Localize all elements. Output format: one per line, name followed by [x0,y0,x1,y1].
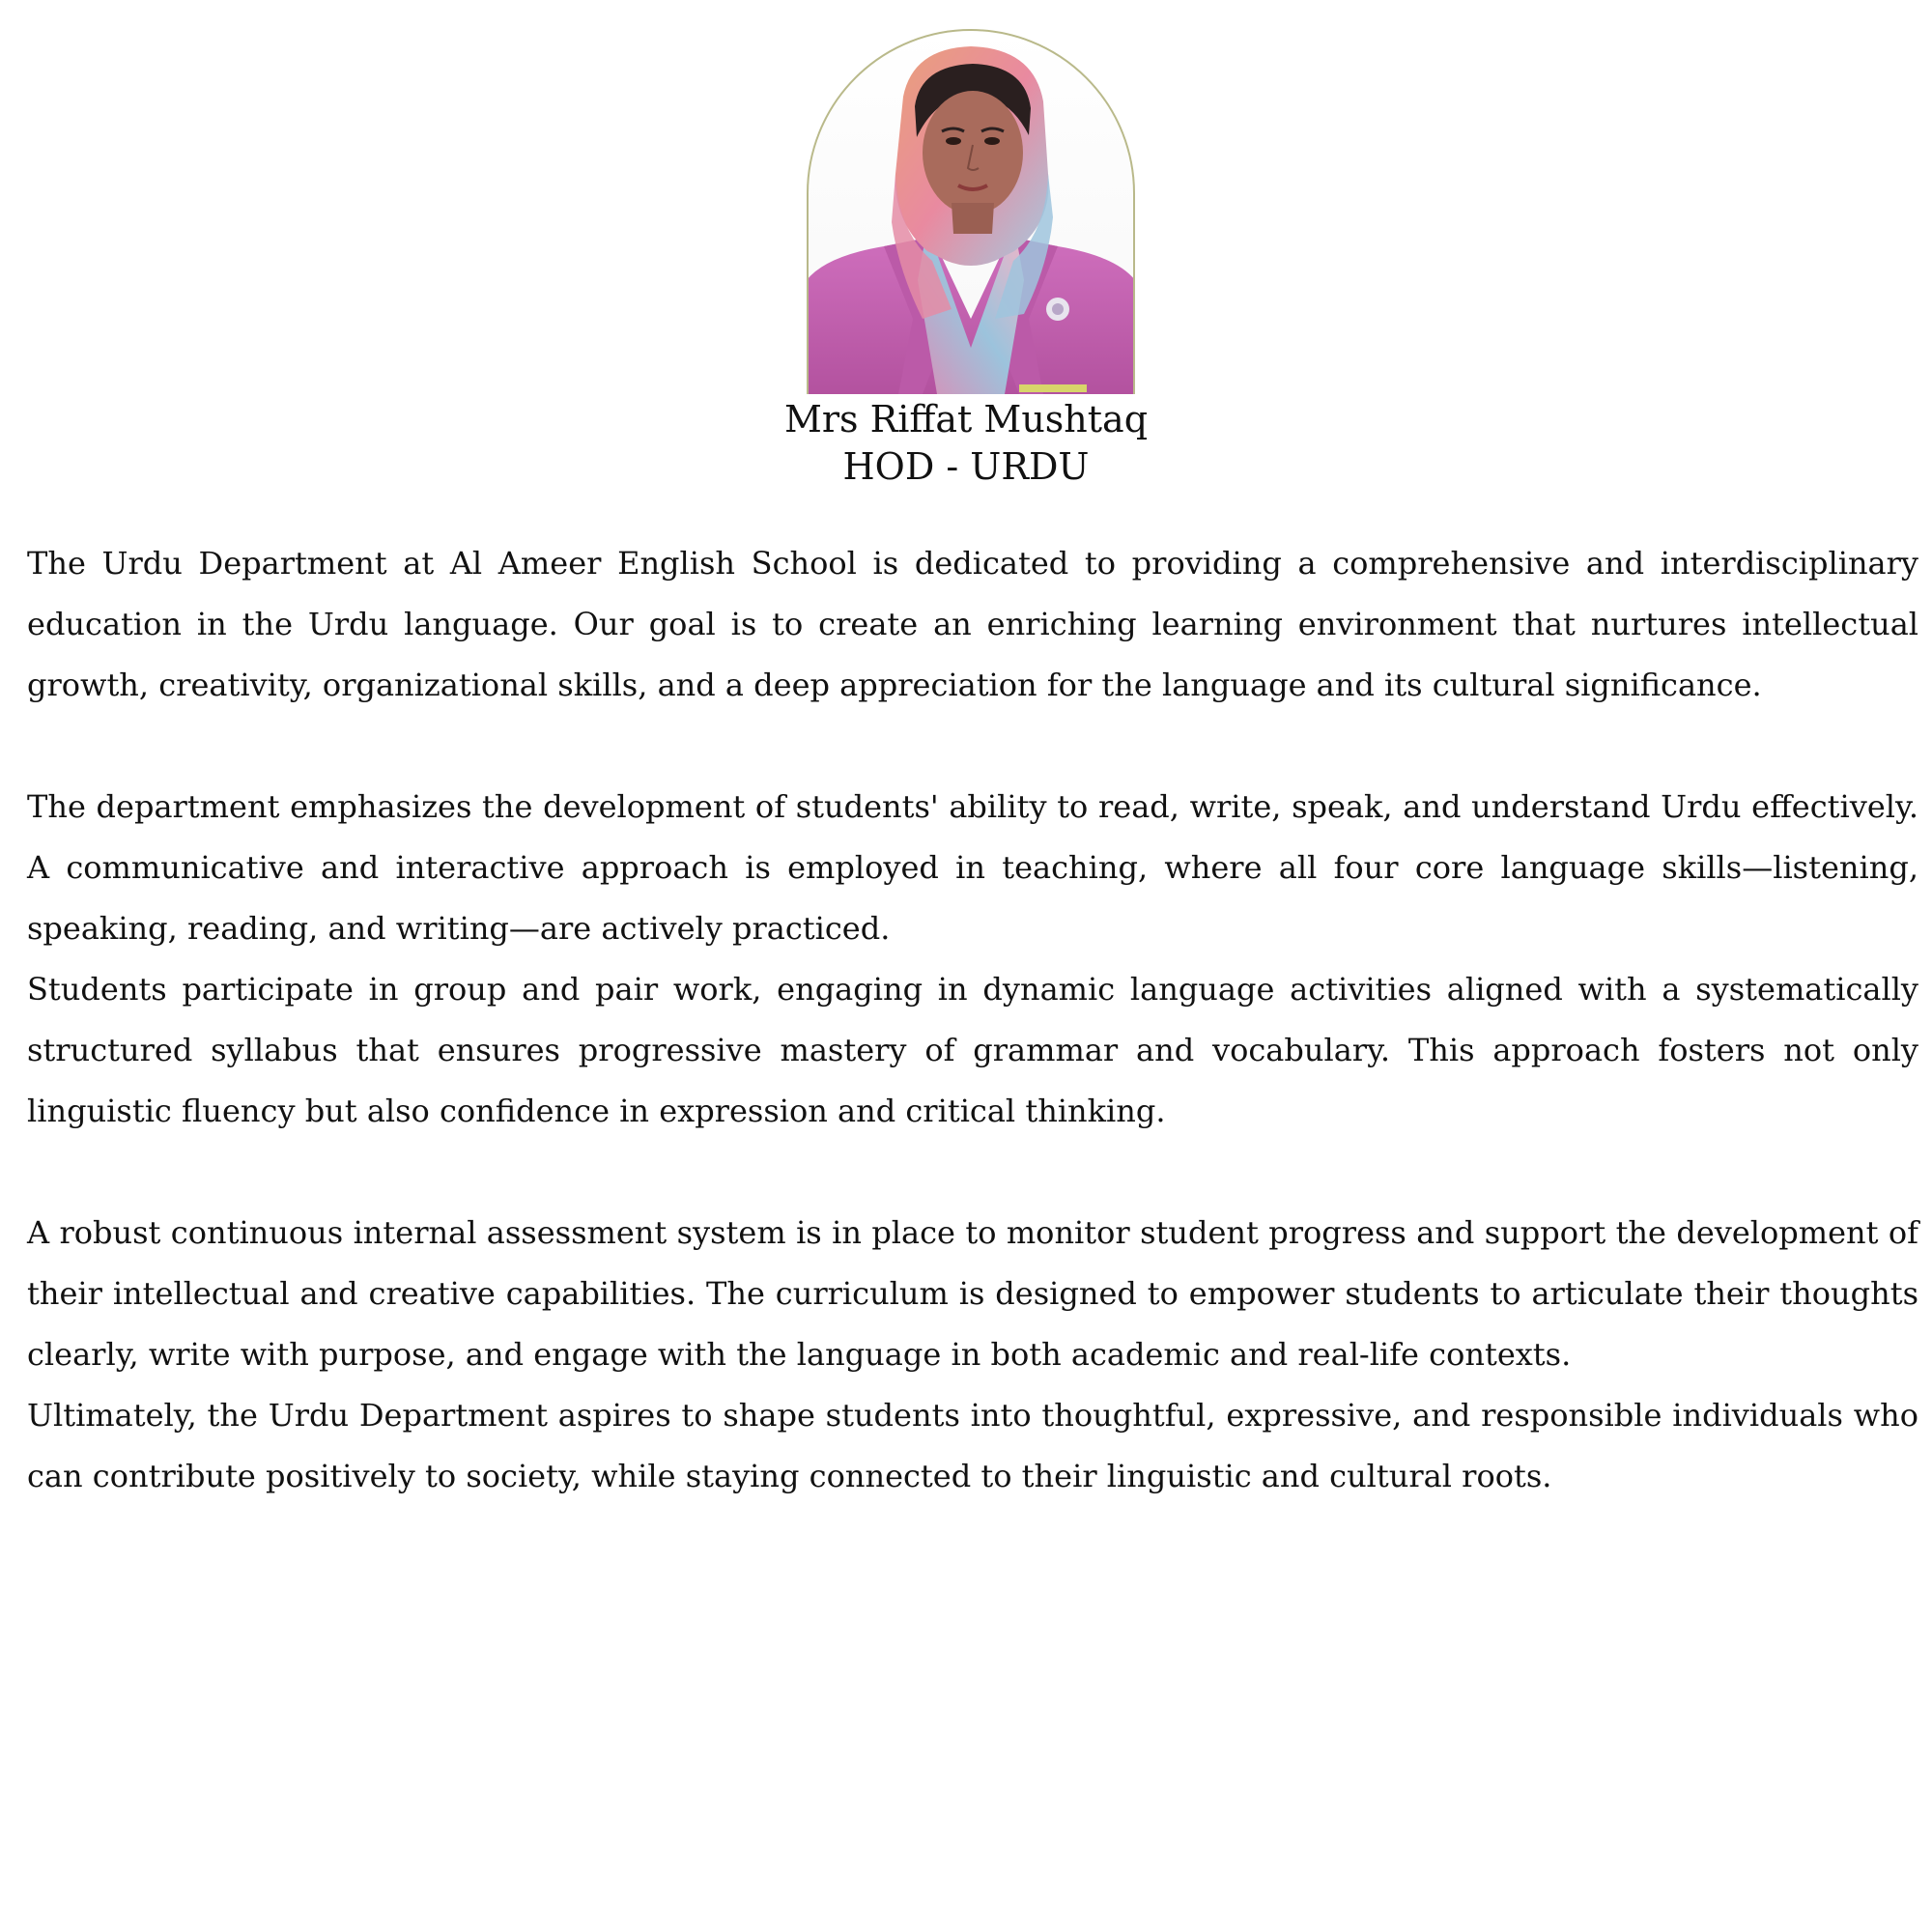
portrait-photo [807,29,1135,394]
staff-name: Mrs Riffat Mushtaq [783,398,1149,440]
paragraph-approach: The department emphasizes the development of students' ability to read, write, speak, and understand Urdu effectively. A communicative and interactive approach is employed in teaching, where all four core language skills—listening, speaking, reading, and writing—are actively practiced. [27,788,1918,947]
staff-role: HOD - URDU [842,445,1090,488]
paragraph-intro: The Urdu Department at Al Ameer English School is dedicated to providing a comprehensive and interdisciplinary education in the Urdu language. Our goal is to create an enriching learning environment that nurtures intellectual growth, creativity, organizational skills, and a deep appreciation for the language and its cultural significance. [27,545,1918,703]
portrait [807,29,1135,394]
paragraph-activities: Students participate in group and pair work, engaging in dynamic language activities aligned with a systematically structured syllabus that ensures progressive mastery of grammar and vocabulary. This approach fosters not only linguistic fluency but also confidence in expression and critical thinking. [27,971,1918,1129]
department-description [27,533,1918,1507]
paragraph-assessment: A robust continuous internal assessment system is in place to monitor student progress and support the development of their intellectual and creative capabilities. The curriculum is designed to empower students to articulate their thoughts clearly, write with purpose, and engage with the language in both academic and real-life contexts. [27,1214,1918,1373]
paragraph-aspiration: Ultimately, the Urdu Department aspires to shape students into thoughtful, expressive, and responsible individuals who can contribute positively to society, while staying connected to their linguistic and cultural roots. [27,1397,1918,1494]
